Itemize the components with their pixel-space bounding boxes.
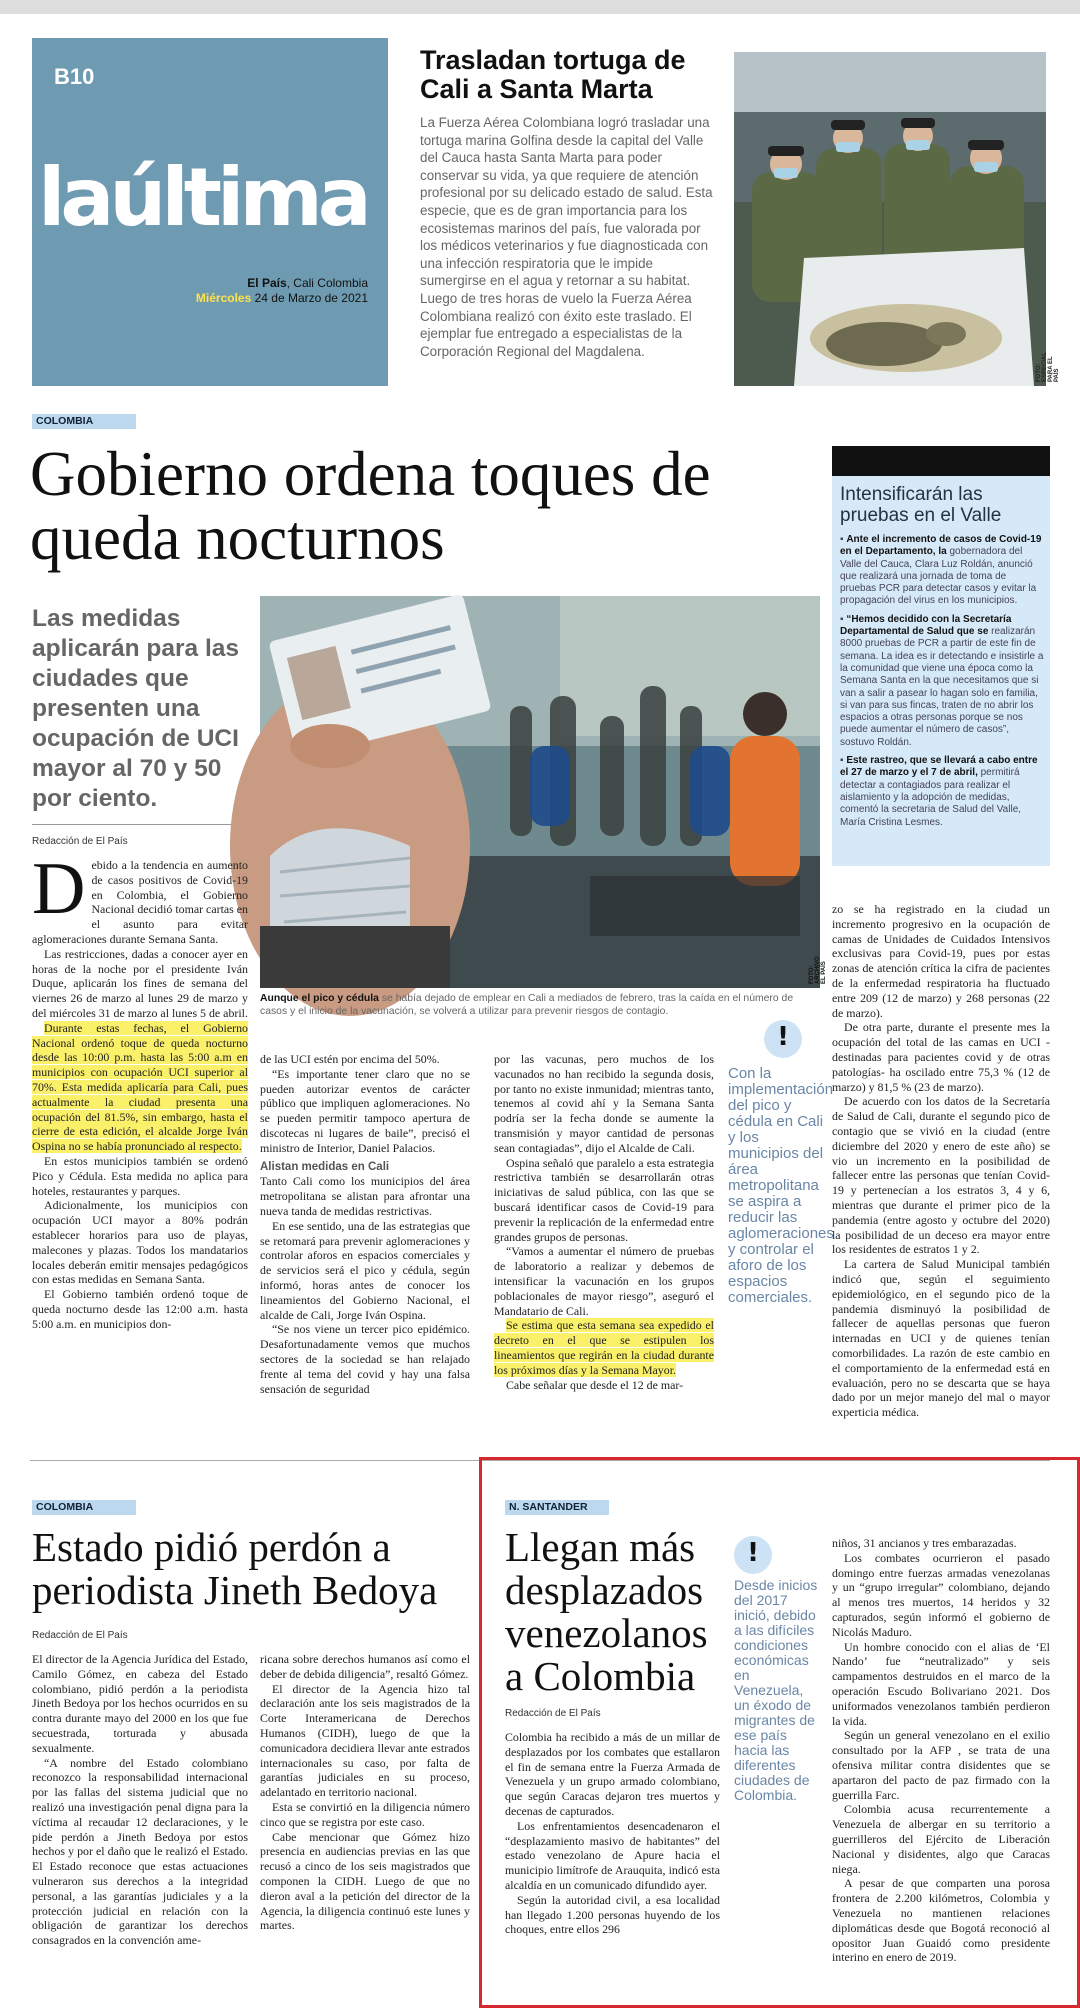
venezuela-byline: Redacción de El País [505, 1708, 601, 1719]
main-column-5: zo se ha registrado en la ciudad un incremento progresivo en la ocupación de camas de Unidades de Cuidados Intensivos exclusivas para Covid-19, pues por estas zonas de atención crítica la cifra de pacientes de la enfermedad respiratoria ha fluctuado entre 209 (12 de marzo) y 268 personas (22 de marzo). De otra parte, durante el presente mes la ocupación del total de las camas en UCI -destinadas para pacientes covid y de otras patologías- ha oscilado entre 75,3 % (12 de marzo) y 81,5 % (23 de marzo). De acuerdo con los datos de la Secretaría de Salud de Cali, durante el segundo pico de contagio que se vivió en la ciudad (entre diciembre del 2020 y enero de este año) se vio un incremento en la posibilidad de fallecer entre las personas que tenían Covid-19 y pertenecían a los estratos 3, 4 y 6, mientras que durante el primer pico de la pandemia (entre agosto y octubre del 2020) la posibilidad de un deceso era mayor entre los residentes de estratos 1 y 2. La cartera de Salud Municipal también indicó que, según el seguimiento epidemiológico, en el segundo pico de la pandemia disminuyó la posibilidad de fallecer de aquellas personas que fueron internadas en UCI y de quienes tenían comorbilidades. La razón de este cambio en el comportamiento de la enfermedad está en evaluación, pero no se descarta que se haya dado por un mejor manejo del mal o mayor experticia médica. [832, 902, 1050, 1420]
subhead-rule [32, 824, 250, 825]
section-label-venezuela: N. SANTANDER [505, 1500, 609, 1515]
venezuela-column-1: Colombia ha recibido a más de un millar de desplazados por los combates que estallaron el fin de semana entre la Fuerza Armada de Venezuela y un grupo armado colombiano, que según Caracas dejaron tres muertos y decenas de capturados. Los enfrentamientos desencadenaron el “desplazamiento masivo de habitantes” del estado venezolano de Apure hacia el municipio limítrofe de Arauquita, indicó esta alcaldía en un comunicado difundido ayer. Según la autoridad civil, a esa localidad han llegado 1.200 personas huyendo de los choques, entre ellos 296 [505, 1730, 720, 1937]
main-column-1: Debido a la tendencia en aumento de casos positivos de Covid-19 en Colombia, el Gobierno Nacional decidió tomar cartas en el asunto para evitar aglomeraciones durante Semana Santa. Las restricciones, dadas a conocer ayer en horas de la noche por el presidente Iván Duque, aplicarán los fines de semana del viernes 26 de marzo al lunes 29 de marzo y del miércoles 31 de marzo al lunes 5 de abril. Durante estas fechas, el Gobierno Nacional ordenó toque de queda nocturno desde las 10:00 p.m. hasta las 5:00 a.m en municipios con ocupación UCI superior al 70%. Esta medida aplicaría para Cali, pues actualmente la ciudad presenta una ocupación del 81.5%, sin embargo, hasta el cierre de esta edición, el alcalde Jorge Iván Ospina no se había pronunciado al respecto. En estos municipios también se ordenó Pico y Cédula. Esta medida no aplica para hoteles, restaurantes y parques. Adicionalmente, los municipios con ocupación UCI mayor a 80% podrán establecer horarios para uso de playas, malecones y plazas. Todos los mandatarios locales deberán emitir mensajes pedagógicos con estas medidas en Semana Santa. El Gobierno también ordenó toque de queda nocturno desde las 12:00 a.m. hasta 5:00 a.m. en municipios don- [32, 848, 248, 1331]
drop-cap: D [32, 848, 86, 930]
tortuga-photo [734, 52, 1060, 386]
page-number: B10 [54, 64, 95, 89]
bedoya-column-2: ricana sobre derechos humanos así como el deber de debida diligencia”, resaltó Gómez. El director de la Agencia hizo tal declaración ante los seis magistrados de la Corte Interamericana de Derechos Humanos (CIDH), luego de que la comunicadora decidiera llevar ante estrados internacionales su caso, por falta de garantías judiciales en su proceso, adelantado en territorio nacional. Esta se convirtió en la diligencia número cinco que se registra por este caso. Cabe mencionar que Gómez hizo presencia en audiencias previas en las que recusó a cinco de los seis magistrados que componen la CIDH. Luego de que no dieron aval a la petición del director de la Agencia, la diligencia continuó este lunes y martes. [260, 1652, 470, 1933]
sidebar-bullet: ▪ “Hemos decidido con la Secretaría Departamental de Salud que se realizarán 8000 pruebas de PCR a partir de este fin de semana. La idea es ir detectando e insistirle a la comunidad que viene una época como la Semana Santa en la que necesitamos que si van a salir a pasear lo hagan solo en familia, si van para sus fincas, traten de no abrir los espacios a otras personas porque se nos puede aumentar el número de casos”, sostuvo Roldán. [840, 613, 1044, 748]
weekday: Miércoles [195, 291, 252, 305]
bedoya-byline: Redacción de El País [32, 1630, 128, 1641]
exclamation-icon: ! [734, 1536, 772, 1574]
tortuga-body: La Fuerza Aérea Colombiana logró trasladar una tortuga marina Golfina desde la capital del Valle del Cauca hasta Santa Marta para poder conservar su vida, ya que requiere de atención profesional por su delicado estado de salud. Esta especie, que es de gran importancia para los ecosistemas marinos del país, fue valorada por los médicos veterinarios y fue diagnosticada con una infección respiratoria que le impide sumergirse en el agua y retornar a su habitat. Luego de tres horas de vuelo la Fuerza Aérea Colombiana realizó con éxito este traslado. El ejemplar fue entregado a especialistas de la Corporación Regional del Magdalena. [420, 115, 713, 359]
city: , Cali Colombia [286, 276, 368, 290]
main-column-3: por las vacunas, pero muchos de los vacunados no han recibido la segunda dosis, por tanto no existe inmunidad; mientras tanto, tenemos al covid ahí y la Semana Santa podría ser la fecha donde se aumente la transmisión y mayor cantidad de personas sean contagiadas”, dijo el Alcalde de Cali. Ospina señaló que paralelo a esta estrategia restrictiva también se desarrollarán otras iniciativas de salud pública, con las que se buscará identificar casos de Covid-19 para prevenir la replicación de la enfermedad entre grandes grupos de personas. “Vamos a aumentar el número de pruebas de laboratorio a realizar y debemos de intensificar la vacunación en los grupos poblacionales de mayor riesgo”, aseguró el Mandatario de Cali. Se estima que esta semana sea expedido el decreto en el que se estipulen los lineamientos que regirán en la ciudad durante los próximos días y la Semana Mayor. Cabe señalar que desde el 12 de mar- [494, 1052, 714, 1392]
highlighted-text: Durante estas fechas, el Gobierno Nacional ordenó toque de queda nocturno desde las 10:00 p.m. hasta las 5:00 a.m en municipios con ocupación UCI superior al 70%. Esta medida aplicaría para Cali, pues actualmente la ciudad presenta una ocupación del 81.5%, sin embargo, hasta el cierre de esta edición, el alcalde Jorge Iván Ospina no se había pronunciado al respecto. [32, 1020, 248, 1154]
main-photo-credit: FOTO: ARCHIVO EL PAÍS [809, 956, 827, 984]
sidebar-black-bar [832, 446, 1050, 476]
bedoya-column-1: El director de la Agencia Jurídica del Estado, Camilo Gómez, en cabeza del Estado colombiano, pidió perdón a la periodista Jineth Bedoya por los hechos ocurridos en su contra durante mayo del 2000 en los que fue secuestrada, torturada y abusada sexualmente. “A nombre del Estado colombiano reconozco la responsabilidad internacional por las fallas del sistema judicial que no realizó una investigación penal digna para la víctima al recaudar 12 declaraciones, y le pide perdón a Jineth Bedoya por estos hechos y por el daño que le realizó el Estado. El Estado reconoce que estas actuaciones vulneraron sus derechos a la integridad personal, a las garantías judiciales y a la protección judicial en relación con la obligación de garantizar los derechos consagrados en la convención ame- [32, 1652, 248, 1948]
venezuela-pull-quote: Desde inicios del 2017 inició, debido a las difíciles condiciones económicas en Venezuela, un éxodo de migrantes de ese país hacia las diferentes ciudades de Colombia. [734, 1577, 818, 1803]
tortuga-headline: Trasladan tortuga de Cali a Santa Marta [420, 45, 686, 104]
highlighted-text: Se estima que esta semana sea expedido el decreto en el que se estipulen los lineamientos que regirán en la ciudad durante los próximos días y la Semana Mayor. [494, 1318, 714, 1377]
sidebar-title: Intensificarán las pruebas en el Valle [840, 484, 1002, 526]
main-photo-caption [260, 992, 820, 1018]
caption-text: se había dejado de emplear en Cali a mediados de febrero, tras la caída en el número de casos y el inicio de la vacunación, se volverá a utilizar para prevenir riesgos de contagio. [260, 993, 794, 1017]
venezuela-headline: Llegan más desplazados venezolanos a Colombia [505, 1524, 708, 1699]
sidebar-bullet: ▪ Ante el incremento de casos de Covid-19 en el Departamento, la gobernadora del Valle del Cauca, Clara Luz Roldán, anunció que realizará una jornada de toma de pruebas PCR para detectar casos y evitar la propagación del virus en los municipios. [840, 534, 1042, 607]
main-column-2: de las UCI estén por encima del 50%. “Es importante tener claro que no se pueden autorizar eventos de carácter público que impliquen aglomeraciones. No se pueden permitir tampoco apertura de discotecas ni lugares de baile”, precisó el ministro de Interior, Daniel Palacios. Alistan medidas en Cali Tanto Cali como los municipios del área metropolitana se alistan para afrontar una nueva tanda de medidas restrictivas. En ese sentido, una de las estrategias que se retomará para prevenir aglomeraciones y controlar aforos en espacios comerciales y de servicios será el pico y cédula, según informó, horas antes de conocer los lineamientos del Gobierno Nacional, el alcalde de Cali, Jorge Iván Ospina. “Se nos viene un tercer pico epidémico. Desafortunadamente vemos que muchos sectores de la sociedad se han relajado frente al tema del covid y hay una falsa sensación de seguridad [260, 1052, 470, 1396]
main-byline: Redacción de El País [32, 836, 128, 847]
sidebar-body [840, 534, 1045, 835]
exclamation-icon: ! [764, 1020, 802, 1058]
masthead-info [196, 276, 368, 306]
venezuela-column-3: niños, 31 ancianos y tres embarazadas. Los combates ocurrieron el pasado domingo entre fuerzas armadas venezolanas y un “grupo irregular” colombiano, dejando al menos tres muertos, 14 heridos y 32 capturados, según informó el gobierno de Nicolás Maduro. Un hombre conocido con el alias de ‘El Nando’ fue “neutralizado” y seis campamentos destruidos en el marco de la operación Escudo Bolivariano 2021. Dos uniformados venezolanos también perdieron la vida. Según un general venezolano en el exilio consultado por la AFP , se trata de una ofensiva militar contra disidentes que se apartaron del pacto de paz firmado con la guerrilla Farc. Colombia acusa recurrentemente a Venezuela de albergar en su territorio a guerrilleros del Ejército de Liberación Nacional y disidentes, algo que Caracas niega. A pesar de que comparten una porosa frontera de 2.200 kilómetros, Colombia y Venezuela no mantienen relaciones diplomáticas desde que Bogotá reconoció al opositor Juan Guaidó como presidente interino en enero de 2019. [832, 1536, 1050, 1965]
main-subhead: Las medidas aplicarán para las ciudades que presenten una ocupación de UCI mayor al 70 y 50 por ciento. [32, 605, 240, 812]
section-label-bedoya: COLOMBIA [32, 1500, 136, 1515]
caption-lead: Aunque el pico y cédula [260, 993, 379, 1004]
sidebar-bullet: ▪ Este rastreo, que se llevará a cabo entre el 27 de marzo y el 7 de abril, permitirá detectar a contagiados para realizar el aislamiento y la adopción de medidas, comentó la secretaria de Salud del Valle, María Cristina Lesmes. [840, 755, 1038, 828]
main-photo [260, 596, 827, 988]
paper-name: El País [247, 276, 287, 290]
date: 24 de Marzo de 2021 [251, 291, 368, 305]
top-gray-bar [0, 0, 1080, 14]
tortuga-photo-credit: FOTO: ESPECIAL PARA EL PAÍS [1036, 352, 1060, 382]
section-label-main: COLOMBIA [32, 414, 136, 429]
main-headline: Gobierno ordena toques de queda nocturnos [30, 439, 711, 573]
bedoya-headline: Estado pidió perdón a periodista Jineth Bedoya [32, 1524, 438, 1613]
main-pull-quote: Con la implementación del pico y cédula en Cali y los municipios del área metropolitana se aspira a reducir las aglomeraciones y controlar el aforo de los espacios comerciales. [728, 1065, 834, 1306]
section-logo: laúltima [38, 151, 367, 244]
sidebar-box [832, 446, 1050, 866]
subheading-cali: Alistan medidas en Cali [260, 1160, 390, 1173]
masthead [32, 38, 388, 386]
